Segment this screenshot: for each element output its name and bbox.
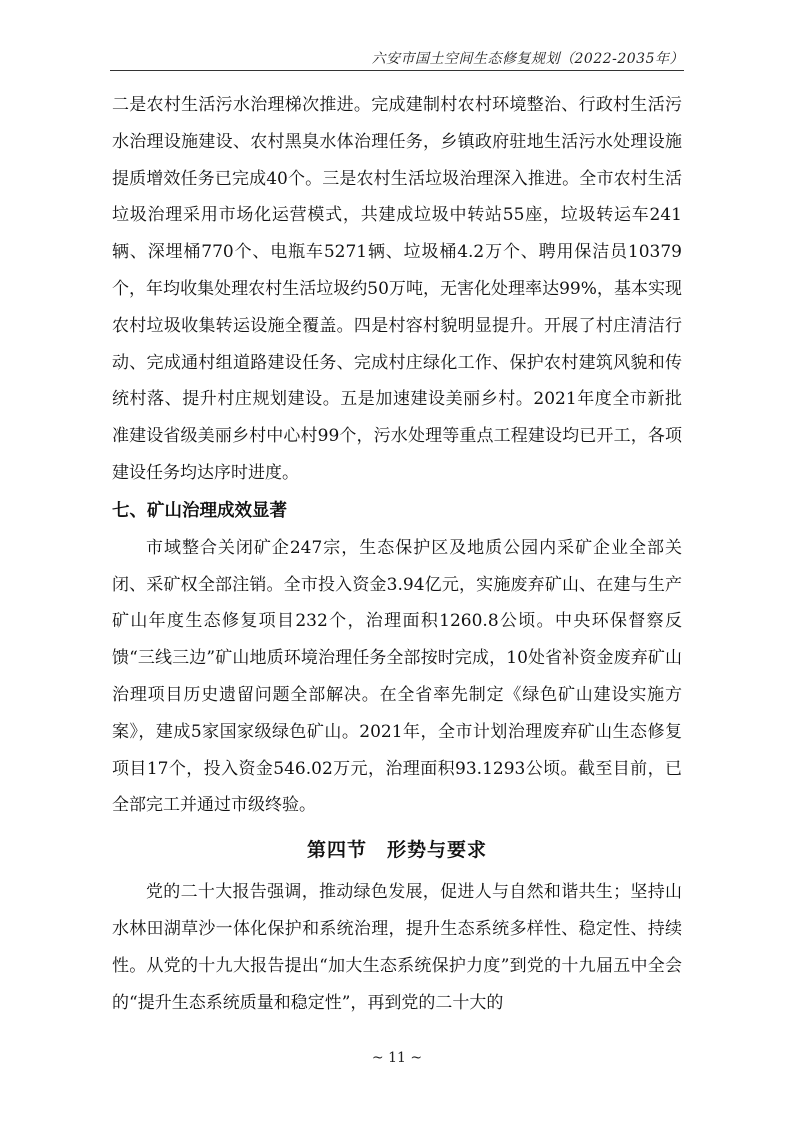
page-content [112, 87, 682, 1021]
header-divider [110, 70, 684, 71]
section-heading-mine-governance: 七、矿山治理成效显著 [112, 500, 287, 521]
body-paragraph-mine-governance: 市域整合关闭矿企247宗，生态保护区及地质公园内采矿企业全部关闭、采矿权全部注销。全市投入资金3.94亿元，实施废弃矿山、在建与生产矿山年度生态修复项目232个，治理面积1260.8公顷。中央环保督察反馈“三线三边”矿山地质环境治理任务全部按时完成，10处省补资金废弃矿山治理项目历史遗留问题全部解决。在全省率先制定《绿色矿山建设实施方案》，建成5家国家级绿色矿山。2021年，全市计划治理废弃矿山生态修复项目17个，投入资金546.02万元，治理面积93.1293公顷。截至目前，已全部完工并通过市级终验。 [112, 537, 682, 816]
chapter-heading-situation-requirements: 第四节 形势与要求 [306, 839, 487, 862]
body-paragraph-rural-governance: 二是农村生活污水治理梯次推进。完成建制村农村环境整治、行政村生活污水治理设施建设、农村黑臭水体治理任务，乡镇政府驻地生活污水处理设施提质增效任务已完成40个。三是农村生活垃圾治理深入推进。全市农村生活垃圾治理采用市场化运营模式，共建成垃圾中转站55座，垃圾转运车241辆、深埋桶770个、电瓶车5271辆、垃圾桶4.2万个、聘用保洁员10379个，年均收集处理农村生活垃圾约50万吨，无害化处理率达99%，基本实现农村垃圾收集转运设施全覆盖。四是村容村貌明显提升。开展了村庄清洁行动、完成通村组道路建设任务、完成村庄绿化工作、保护农村建筑风貌和传统村落、提升村庄规划建设。五是加速建设美丽乡村。2021年度全市新批准建设省级美丽乡村中心村99个，污水处理等重点工程建设均已开工，各项建设任务均达序时进度。 [112, 95, 682, 483]
running-header-title: 六安市国土空间生态修复规划（2022-2035年） [371, 51, 684, 67]
page-number: ~ 11 ~ [371, 1050, 423, 1066]
body-paragraph-situation: 党的二十大报告强调，推动绿色发展，促进人与自然和谐共生；坚持山水林田湖草沙一体化保护和系统治理，提升生态系统多样性、稳定性、持续性。从党的十九大报告提出“加大生态系统保护力度”到党的十九届五中全会的“提升生态系统质量和稳定性”，再到党的二十大的 [112, 882, 682, 1013]
